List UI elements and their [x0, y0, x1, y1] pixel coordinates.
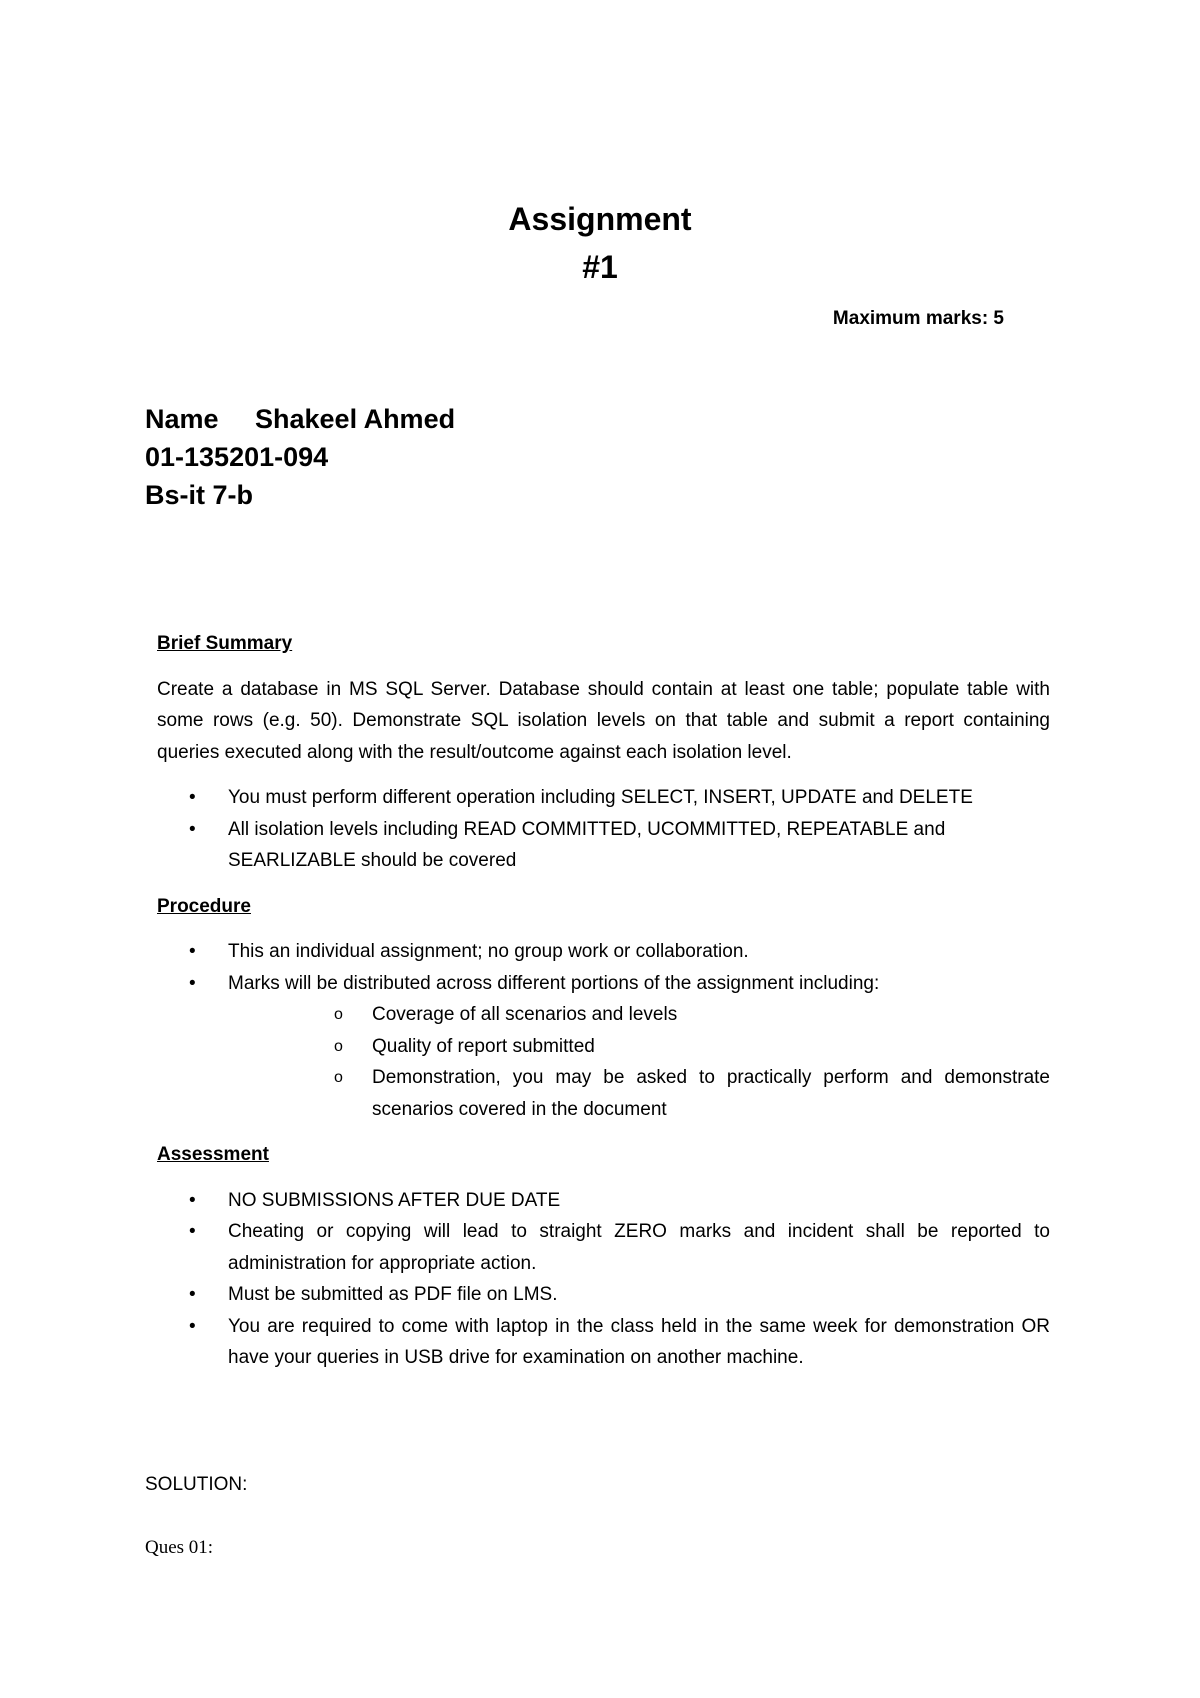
sub-list-item-text: Demonstration, you may be asked to practically perform and demonstrate scenarios covered in the document — [372, 1067, 1050, 1120]
bullet-icon: • — [189, 972, 196, 994]
bullet-icon: • — [189, 1189, 196, 1211]
list-item-text: NO SUBMISSIONS AFTER DUE DATE — [228, 1189, 561, 1211]
student-id: 01-135201-094 — [145, 442, 329, 472]
bullet-icon: • — [189, 941, 196, 962]
sub-list-item-text: Quality of report submitted — [372, 1035, 595, 1057]
sub-list-item — [228, 1031, 1050, 1063]
brief-summary-heading: Brief Summary — [157, 633, 293, 654]
list-item — [157, 936, 1050, 968]
procedure-list — [157, 936, 1050, 1125]
solution-label: SOLUTION: — [145, 1474, 248, 1495]
question-label: Ques 01: — [145, 1537, 214, 1558]
circle-bullet-icon: o — [334, 1069, 343, 1086]
list-item-text: You are required to come with laptop in the class held in the same week for demonstration OR have your queries in USB drive for examination on another machine. — [228, 1315, 1050, 1368]
student-class: Bs-it 7-b — [145, 480, 253, 510]
list-item — [157, 1311, 1050, 1374]
brief-summary-list — [157, 782, 1050, 877]
assignment-number: #1 — [582, 249, 618, 285]
list-item — [157, 814, 1050, 877]
procedure-sub-list — [228, 999, 1050, 1125]
list-item — [157, 782, 1050, 814]
student-name-line — [145, 403, 455, 435]
circle-bullet-icon: o — [334, 1037, 343, 1055]
sub-list-item — [228, 1062, 1050, 1125]
assignment-body — [157, 628, 1050, 1388]
maximum-marks: Maximum marks: 5 — [832, 308, 1004, 329]
name-label: Name — [145, 404, 219, 434]
sub-list-item — [228, 999, 1050, 1031]
bullet-icon: • — [189, 1315, 196, 1337]
student-name: Shakeel Ahmed — [255, 404, 456, 434]
brief-summary-paragraph: Create a database in MS SQL Server. Database should contain at least one table; populate table with some rows (e.g. 50). Demonstrate SQL isolation levels on that table and submit a report containing queries executed along with the result/outcome against each isolation level. — [157, 678, 1050, 763]
list-item-text: Must be submitted as PDF file on LMS. — [228, 1284, 558, 1305]
list-item — [157, 1279, 1050, 1311]
circle-bullet-icon: o — [334, 1006, 343, 1023]
bullet-icon: • — [189, 787, 196, 808]
list-item-text: Marks will be distributed across different portions of the assignment including: — [228, 972, 880, 994]
list-item-text: This an individual assignment; no group work or collaboration. — [228, 941, 749, 962]
list-item-text: All isolation levels including READ COMMITTED, UCOMMITTED, REPEATABLE and SEARLIZABLE should be covered — [228, 818, 946, 871]
bullet-icon: • — [189, 1221, 196, 1242]
sub-list-item-text: Coverage of all scenarios and levels — [372, 1004, 678, 1025]
list-item-text: Cheating or copying will lead to straight ZERO marks and incident shall be reported to administration for appropriate action. — [228, 1221, 1050, 1274]
assessment-list — [157, 1185, 1050, 1374]
procedure-heading: Procedure — [157, 895, 251, 917]
bullet-icon: • — [189, 818, 196, 840]
list-item — [157, 1216, 1050, 1279]
list-item — [157, 968, 1050, 1126]
list-item-text: You must perform different operation including SELECT, INSERT, UPDATE and DELETE — [228, 787, 973, 808]
bullet-icon: • — [189, 1284, 196, 1305]
list-item — [157, 1185, 1050, 1217]
assessment-heading: Assessment — [157, 1144, 269, 1165]
document-title: Assignment — [508, 201, 692, 237]
